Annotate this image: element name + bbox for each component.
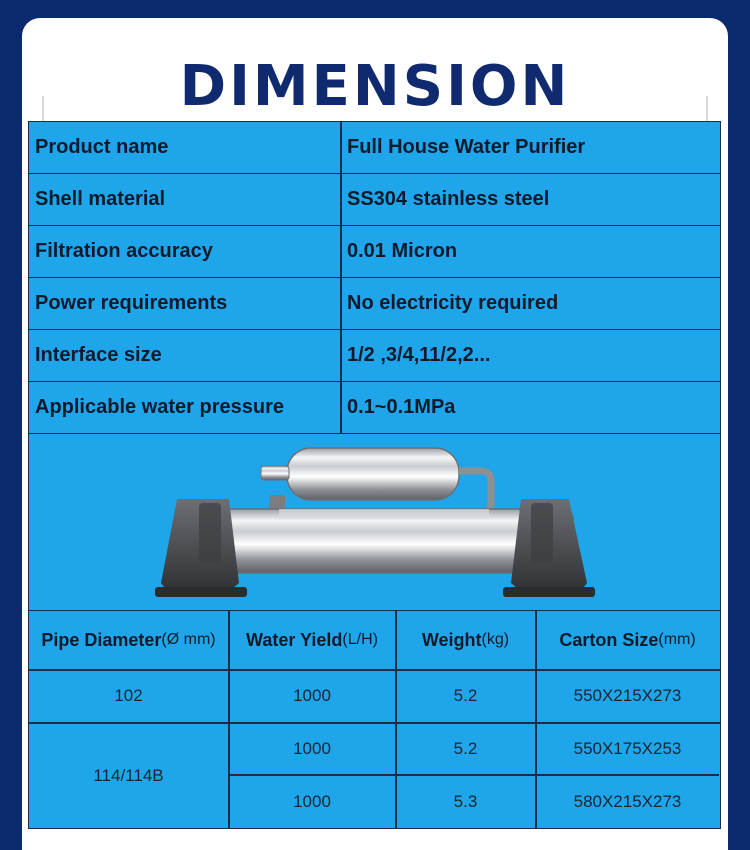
product-image-band	[29, 433, 720, 611]
table-cell-weight: 5.3	[453, 791, 478, 811]
spec-value: SS304 stainless steel	[347, 188, 550, 210]
divider	[340, 122, 342, 173]
header-unit: (Ø mm)	[161, 631, 216, 648]
table-cell-weight: 5.2	[453, 738, 478, 758]
column-header-water-yield	[229, 611, 395, 669]
spec-row-interface-size	[29, 330, 720, 382]
spec-row-product-name	[29, 122, 720, 174]
water-purifier-image	[29, 433, 719, 609]
column-header-carton-size	[536, 611, 719, 669]
spec-label: Power requirements	[35, 292, 228, 314]
dimension-table	[29, 611, 720, 828]
divider	[340, 330, 342, 381]
spec-label: Product name	[35, 136, 169, 158]
header-name: Pipe Diameter	[41, 629, 162, 650]
table-cell-yield: 1000	[293, 686, 331, 705]
header-name: Weight	[421, 629, 482, 650]
table-cell-pipe: 102	[114, 686, 143, 705]
header-unit: (L/H)	[342, 631, 378, 648]
spec-row-power-requirements	[29, 278, 720, 330]
spec-label: Shell material	[35, 188, 166, 210]
table-cell-yield: 1000	[293, 738, 331, 758]
spec-sheet	[28, 121, 721, 829]
spec-label: Applicable water pressure	[35, 396, 284, 418]
spec-value: Full House Water Purifier	[347, 136, 586, 158]
spec-value: No electricity required	[347, 292, 559, 314]
spec-value: 0.1~0.1MPa	[347, 396, 456, 418]
table-cell-pipe: 114/114B	[93, 765, 164, 785]
spec-label: Filtration accuracy	[35, 240, 213, 262]
divider	[340, 226, 342, 277]
divider	[340, 382, 342, 433]
table-cell-yield: 1000	[293, 791, 331, 811]
spec-value: 0.01 Micron	[347, 240, 458, 262]
header-name: Carton Size	[559, 629, 659, 650]
divider	[340, 278, 342, 329]
header-name: Water Yield	[246, 629, 343, 650]
spec-value: 1/2 ,3/4,11/2,2...	[347, 344, 491, 366]
page-title: DIMENSION	[179, 54, 571, 119]
column-header-weight	[396, 611, 535, 669]
table-cell-carton: 580X215X273	[573, 791, 682, 811]
divider	[42, 96, 44, 122]
header-unit: (mm)	[658, 631, 696, 648]
spec-row-shell-material	[29, 174, 720, 226]
table-cell-carton: 550X215X273	[573, 686, 682, 705]
spec-label: Interface size	[35, 344, 162, 366]
header-unit: (kg)	[481, 631, 510, 648]
divider	[340, 174, 342, 225]
spec-row-filtration-accuracy	[29, 226, 720, 278]
spec-row-water-pressure	[29, 382, 720, 434]
table-cell-carton: 550X175X253	[573, 738, 682, 758]
table-cell-weight: 5.2	[453, 686, 478, 705]
divider	[706, 96, 708, 122]
column-header-pipe-diameter	[29, 611, 228, 669]
